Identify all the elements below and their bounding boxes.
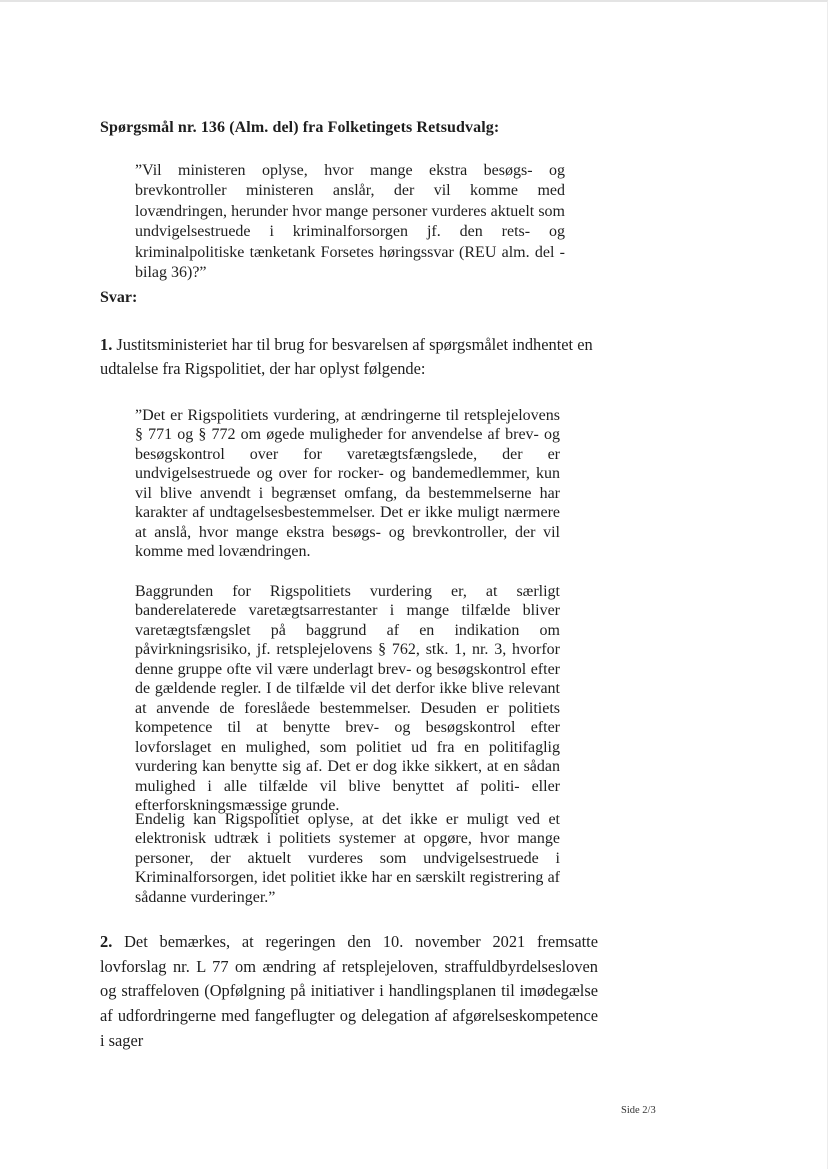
question-text: ”Vil ministeren oplyse, hvor mange ekstra besøgs- og brevkontroller ministeren anslår, der vil komme med lovændringen, herunder hvor mange personer vurderes aktuelt som undvigelsestruede i kriminalforsorgen jf. den rets- og kriminalpolitiske tænketank Forsetes høringssvar (REU alm. del - bilag 36)?” — [135, 162, 565, 282]
quote-paragraph-2: Baggrunden for Rigspolitiets vurdering er, at særligt banderelaterede varetægtsarrestanter i mange tilfælde bliver varetægtsfængslet på baggrund af en indikation om påvirkningsrisiko, jf. retsplejelovens § 762, stk. 1, nr. 3, hvorfor denne gruppe ofte vil være underlagt brev- og besøgskontrol efter de gældende regler. I de tilfælde vil det derfor ikke blive relevant at anvende de foreslåede bestemmelser. Desuden er politiets kompetence til at benytte brev- og besøgskontrol efter lovforslaget en mulighed, som politiet ud fra en politifaglig vurdering kan benytte sig af. Det er dog ikke sikkert, at en sådan mulighed i alle tilfælde vil blive benyttet af politi- eller efterforskningsmæssige grunde. — [135, 583, 560, 814]
page-number: Side 2/3 — [621, 1105, 656, 1116]
answer-paragraph-2 — [100, 930, 598, 1054]
paragraph-number: 1. — [100, 335, 113, 354]
quote-paragraph-3: Endelig kan Rigspolitiet oplyse, at det ikke er muligt ved et elektronisk udtræk i politiets systemer at opgøre, hvor mange personer, der aktuelt vurderes som undvigelsestruede i Kriminalforsorgen, idet politiet ikke har en særskilt registrering af sådanne vurderinger.” — [135, 811, 560, 906]
answer-label: Svar: — [100, 289, 138, 306]
paragraph-number: 2. — [100, 932, 113, 951]
answer-paragraph-1 — [100, 333, 600, 380]
quote-paragraph-1: ”Det er Rigspolitiets vurdering, at ændringerne til retsplejelovens § 771 og § 772 om øgede muligheder for anvendelse af brev- og besøgskontrol over for varetægtsfængslede, der er undvigelsestruede og over for rocker- og bandemedlemmer, kun vil blive anvendt i begrænset omfang, da bestemmelserne har karakter af undtagelsesbestemmelser. Det er ikke muligt nærmere at anslå, hvor mange ekstra besøgs- og brevkontroller, der vil komme med lovændringen. — [135, 407, 560, 561]
paragraph-text: Det bemærkes, at regeringen den 10. november 2021 fremsatte lovforslag nr. L 77 om ændring af retsplejeloven, straffuldbyrdelsesloven og straffeloven (Opfølgning på initiativer i handlingsplanen til imødegælse af udfordringerne med fangeflugter og delegation af afgørelseskompetence i sager — [100, 932, 598, 1050]
question-heading: Spørgsmål nr. 136 (Alm. del) fra Folketingets Retsudvalg: — [100, 119, 500, 136]
paragraph-text: Justitsministeriet har til brug for besvarelsen af spørgsmålet indhentet en udtalelse fra Rigspolitiet, der har oplyst følgende: — [100, 335, 593, 378]
